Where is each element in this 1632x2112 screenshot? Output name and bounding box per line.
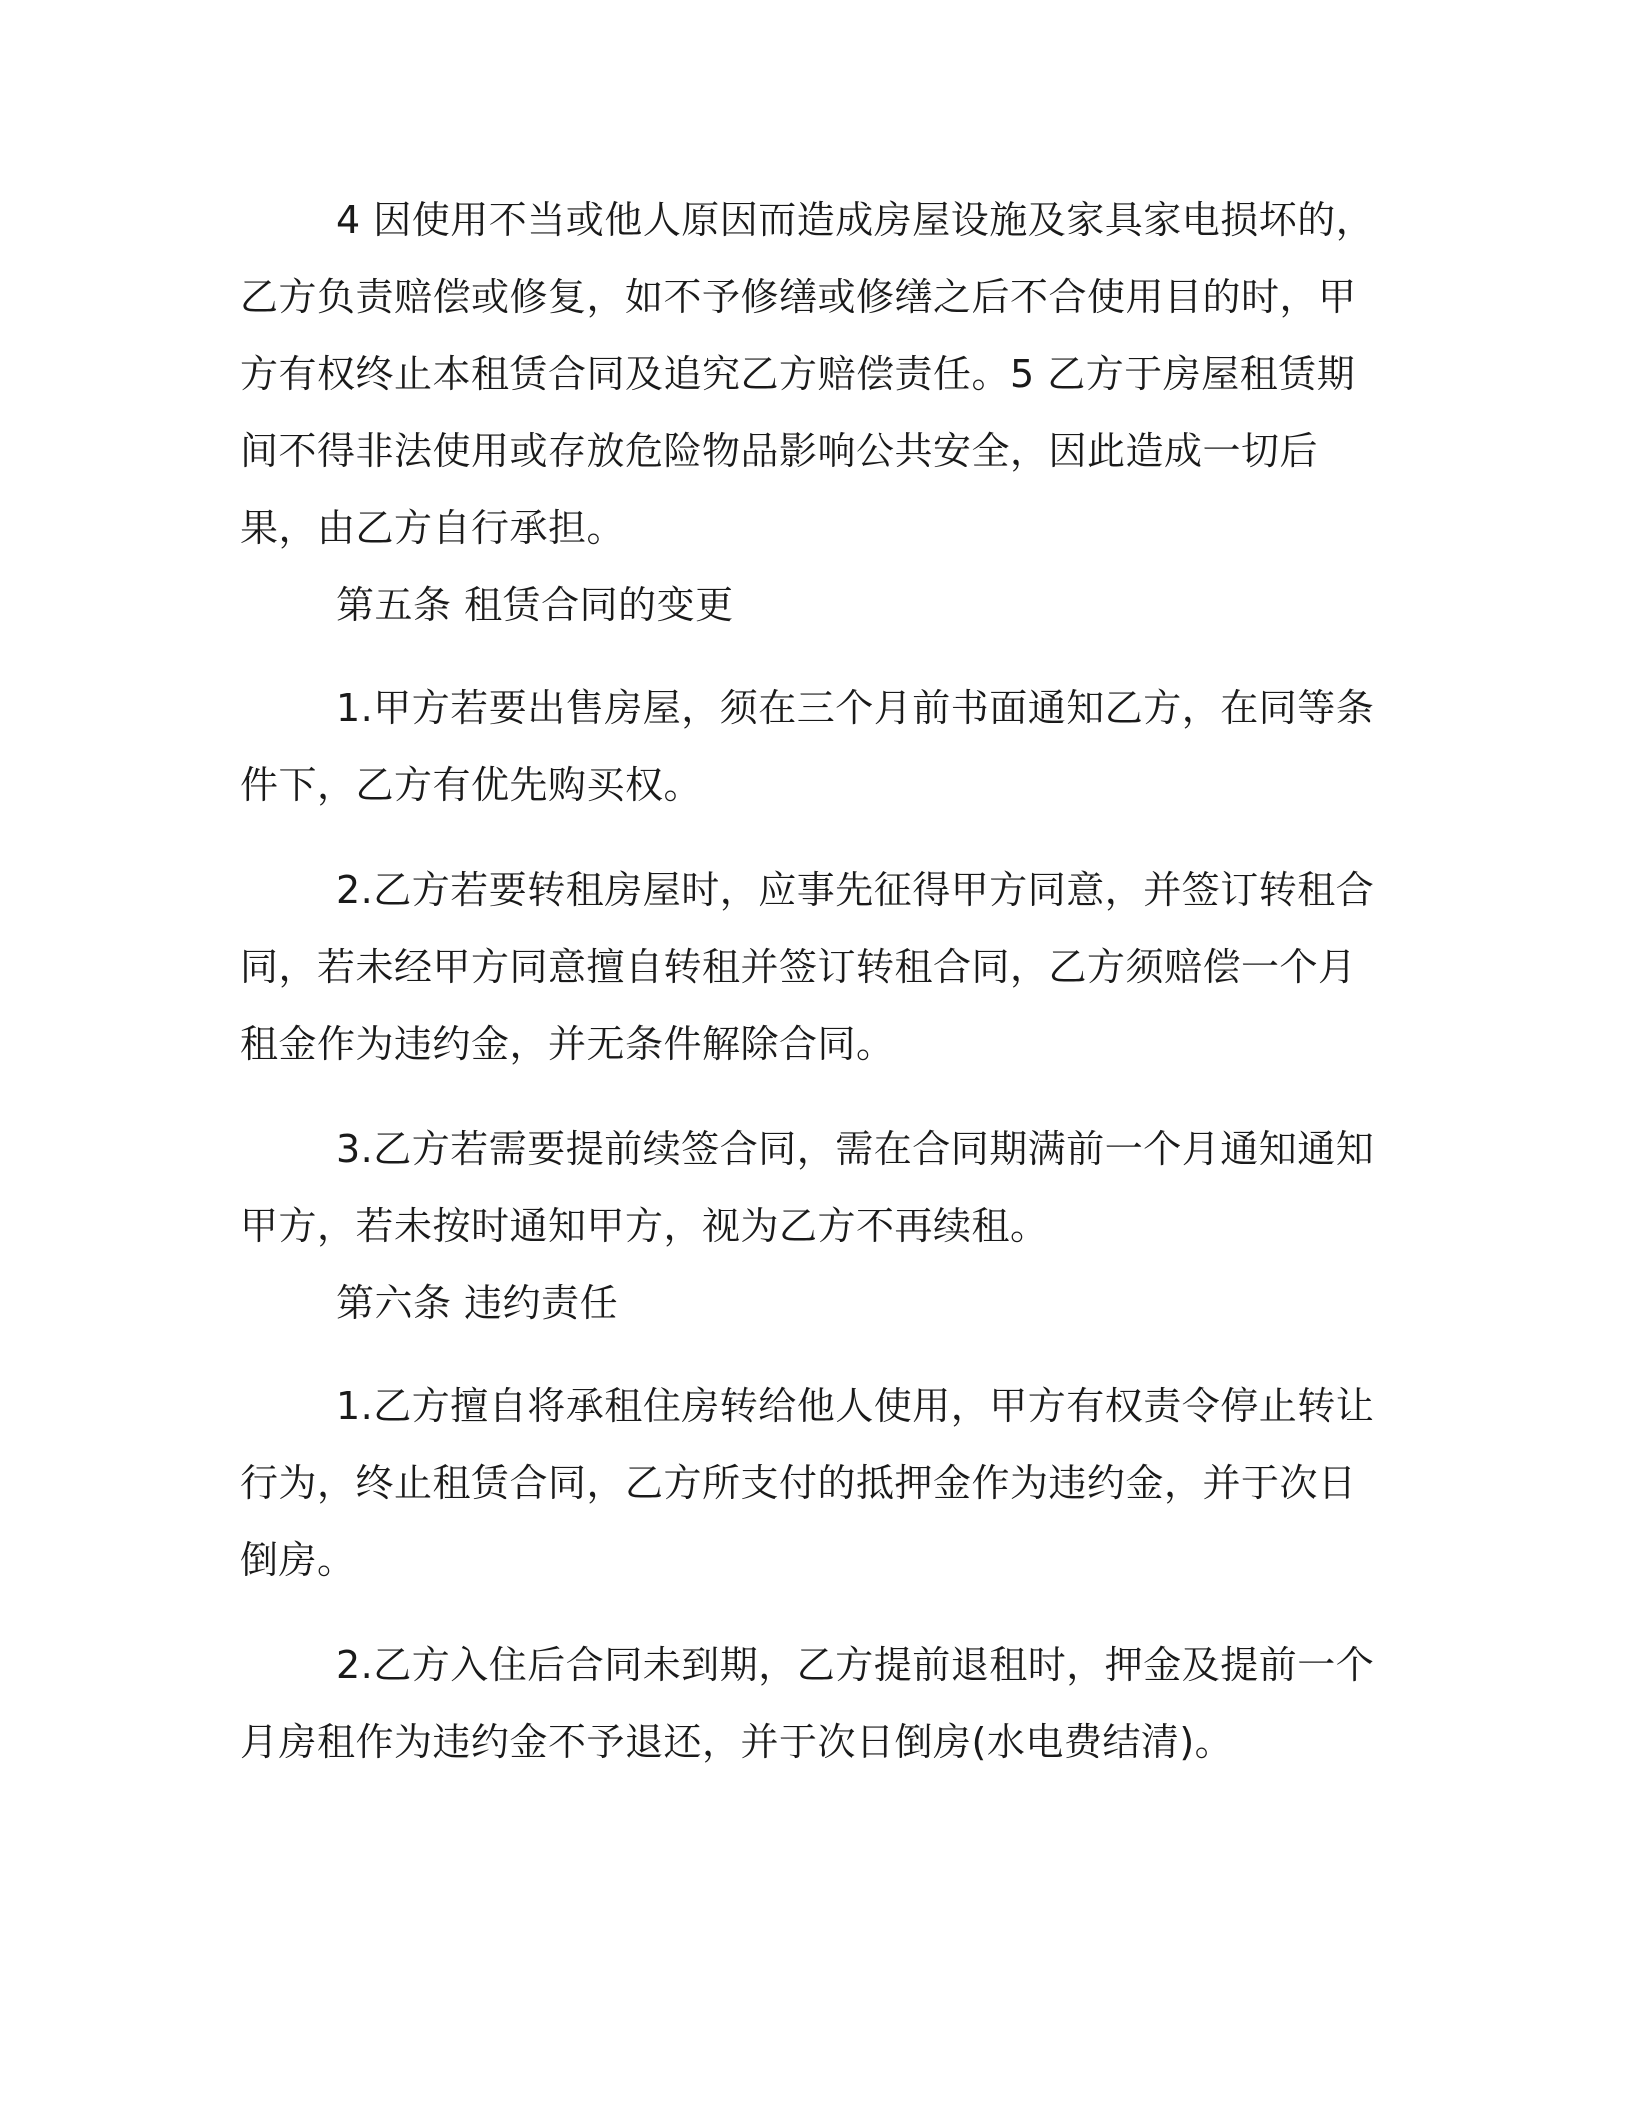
paragraph-article-5-item-3: 3.乙方若需要提前续签合同，需在合同期满前一个月通知通知甲方，若未按时通知甲方，视为乙方不再续租。 [240, 1127, 1375, 1248]
paragraph-article-6-item-2: 2.乙方入住后合同未到期，乙方提前退租时，押金及提前一个月房租作为违约金不予退还，并于次日倒房(水电费结清)。 [240, 1643, 1375, 1764]
heading-article-6: 第六条 违约责任 [336, 1281, 619, 1325]
paragraph-article-5-item-1: 1.甲方若要出售房屋，须在三个月前书面通知乙方，在同等条件下，乙方有优先购买权。 [240, 686, 1375, 807]
heading-article-5: 第五条 租赁合同的变更 [336, 583, 734, 627]
document-body [240, 182, 1392, 1781]
paragraph-article-6-item-1: 1.乙方擅自将承租住房转给他人使用，甲方有权责令停止转让行为，终止租赁合同，乙方所支付的抵押金作为违约金，并于次日倒房。 [240, 1384, 1375, 1582]
paragraph-clause-4-5: 4 因使用不当或他人原因而造成房屋设施及家具家电损坏的，乙方负责赔偿或修复，如不予修缮或修缮之后不合使用目的时，甲方有权终止本租赁合同及追究乙方赔偿责任。5 乙方于房屋租赁期间不得非法使用或存放危险物品影响公共安全，因此造成一切后果，由乙方自行承担。 [240, 198, 1375, 550]
paragraph-article-5-item-2: 2.乙方若要转租房屋时，应事先征得甲方同意，并签订转租合同，若未经甲方同意擅自转租并签订转租合同，乙方须赔偿一个月租金作为违约金，并无条件解除合同。 [240, 868, 1375, 1066]
